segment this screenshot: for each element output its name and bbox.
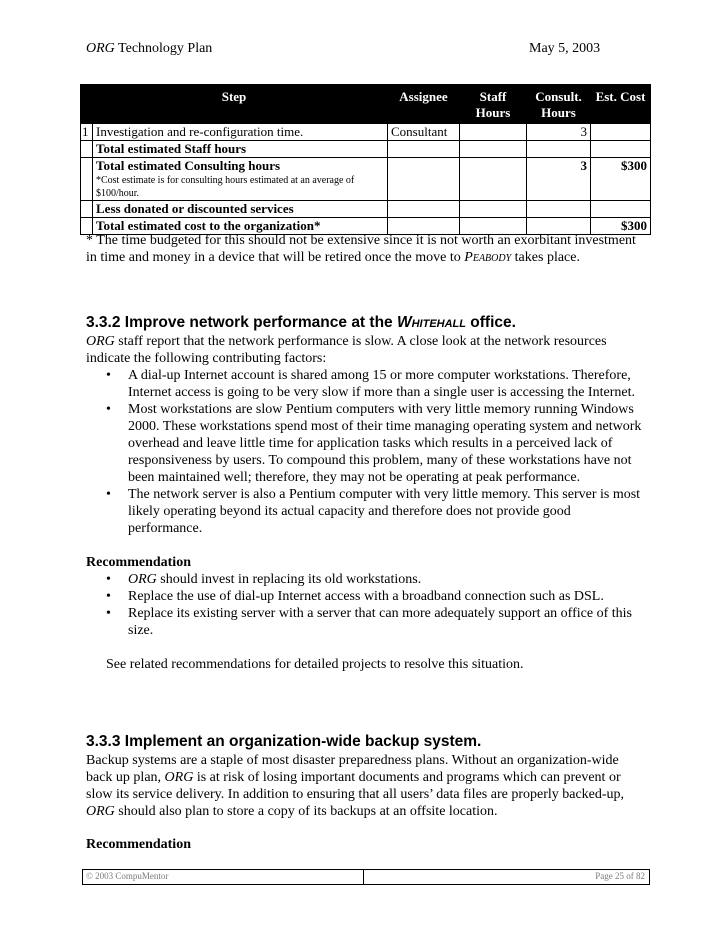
section-3-3-3-body (86, 752, 646, 853)
header-title: ORG Technology Plan (86, 41, 213, 56)
row-index: 1 (81, 124, 93, 141)
table-header-row (81, 85, 651, 124)
recommendation-title: Recommendation (86, 837, 191, 852)
list-item: • The network server is also a Pentium computer with very little memory. This server is most likely operating beyond its actual capacity and therefore does not provide good performance. (128, 486, 646, 537)
cost-table (80, 84, 651, 235)
row-step: Investigation and re-configuration time. (93, 124, 388, 141)
org-total-cost: $300 (591, 218, 651, 235)
list-item: • A dial-up Internet account is shared among 15 or more computer workstations. Therefore, Internet access is going to be very slow if more than a single user is accessing the Internet. (128, 367, 646, 401)
col-staff-hours: Staff Hours (460, 85, 527, 124)
col-assignee: Assignee (388, 85, 460, 124)
footer-page-number: Page 25 of 82 (595, 871, 645, 881)
row-staff (460, 124, 527, 141)
org-total-label: Total estimated cost to the organization* (93, 218, 388, 235)
page-footer (82, 869, 650, 885)
header-date: May 5, 2003 (529, 41, 601, 56)
donated-label: Less donated or discounted services (93, 201, 388, 218)
row-cost (591, 124, 651, 141)
see-related: See related recommendations for detailed projects to resolve this situation. (106, 657, 524, 672)
footnote: * The time budgeted for this should not be extensive since it is not worth an exorbitant investment in time and money in a device that will be retired once the move to Peabody takes place. (86, 233, 636, 265)
row-consult: 3 (527, 124, 591, 141)
recommendation-title: Recommendation (86, 555, 191, 570)
section-3-3-2-body (86, 333, 646, 673)
consult-total-cell (93, 158, 388, 201)
factors-list (86, 367, 646, 537)
footer-copyright: © 2003 CompuMentor (86, 871, 169, 881)
table-row (81, 141, 651, 158)
list-item: • Replace its existing server with a server that can more adequately support an office of this size. (128, 605, 646, 639)
footer-divider (363, 870, 364, 884)
col-consult-hours: Consult. Hours (527, 85, 591, 124)
list-item: • Most workstations are slow Pentium computers with very little memory running Windows 2000. These workstations spend most of their time managing operating system and network overhead and leave little time for application tasks which results in a perceived lack of responsiveness by users. To compound this problem, many of these workstations have not been maintained well; therefore, they may not be operating at peak performance. (128, 401, 646, 486)
consult-total-note: *Cost estimate is for consulting hours estimated at an average of $100/hour. (96, 175, 355, 199)
row-assignee: Consultant (388, 124, 460, 141)
table-row (81, 201, 651, 218)
table-row (81, 158, 651, 201)
consult-total-hours: 3 (527, 158, 591, 201)
staff-total-label: Total estimated Staff hours (93, 141, 388, 158)
section-3-3-2-heading: 3.3.2 Improve network performance at the Whitehall office. (86, 314, 516, 331)
consult-total-cost: $300 (591, 158, 651, 201)
table-row (81, 124, 651, 141)
section-3-3-2-intro: ORG staff report that the network performance is slow. A close look at the network resources indicate the following contributing factors: (86, 334, 607, 366)
consult-total-label: Total estimated Consulting hours (96, 158, 281, 173)
list-item: • Replace the use of dial-up Internet access with a broadband connection such as DSL. (128, 588, 646, 605)
recommendation-list (86, 571, 646, 639)
section-3-3-3-paragraph: Backup systems are a staple of most disaster preparedness plans. Without an organization-wide back up plan, ORG is at risk of losing important documents and programs which can prevent or slow its service delivery. In addition to ensuring that all users’ data files are properly backed-up, ORG should also plan to store a copy of its backups at an offsite location. (86, 753, 625, 819)
col-est-cost: Est. Cost (591, 85, 651, 124)
list-item: • ORG should invest in replacing its old workstations. (128, 571, 646, 588)
col-step: Step (81, 85, 388, 124)
section-3-3-3-heading: 3.3.3 Implement an organization-wide backup system. (86, 733, 482, 750)
